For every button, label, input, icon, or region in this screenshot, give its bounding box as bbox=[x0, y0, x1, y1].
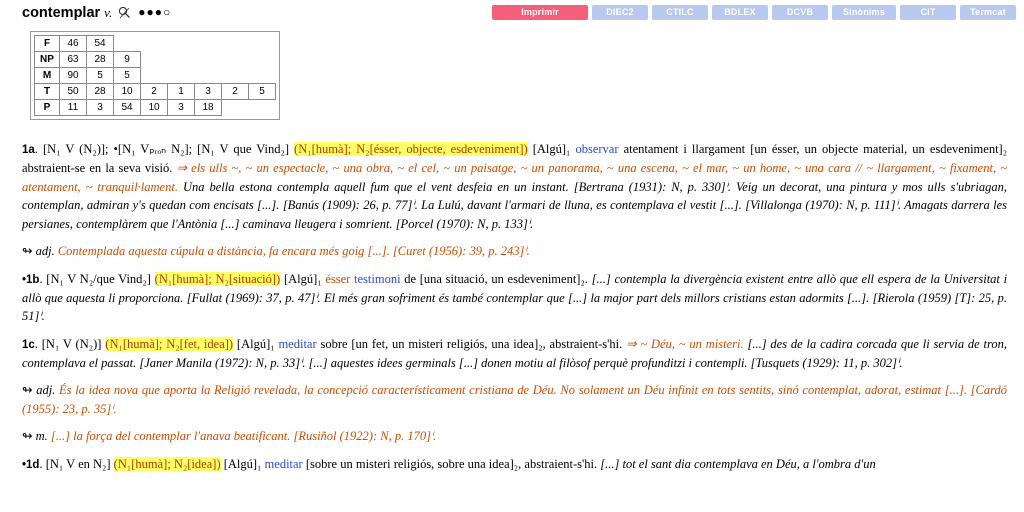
table-cell: 10 bbox=[114, 84, 141, 100]
table-cell: 46 bbox=[60, 36, 87, 52]
sense-frames: [N₁ V N₂/que Vind₂] bbox=[46, 271, 151, 286]
table-cell-empty bbox=[141, 52, 276, 68]
table-cell: 3 bbox=[168, 100, 195, 116]
sense-number: •1b bbox=[22, 273, 40, 286]
sense-number: 1a bbox=[22, 144, 35, 156]
sense-1b: •1b. [N₁ V N₂/que Vind₂] (N₁[humà]; N₂[situació]) [Algú]₁ ésser testimoni de [una situació, un esdeveniment]₂. [...] contempla la divergència existent entre allò que ell espera de la Universitat i allò que aquesta li proporciona. [Fullat (1969): 37, p. 47]ⁱ. El més gran sofriment és també contemplar que [...] la major part dels millors cristians estan adormits [...]. [Rierola (1959) [T]: 25, p. 51]ⁱ. bbox=[22, 271, 1008, 324]
frequency-dots: ●●●○ bbox=[138, 5, 172, 19]
derived-category: m. bbox=[35, 429, 48, 444]
table-cell: 28 bbox=[87, 84, 114, 100]
sense-citations: [...] tot el sant dia contemplava en Déu, a l'ombra d'un bbox=[600, 456, 876, 471]
table-cell: 5 bbox=[87, 68, 114, 84]
row-label: NP bbox=[35, 52, 60, 68]
row-label: P bbox=[35, 100, 60, 116]
table-row bbox=[35, 100, 276, 116]
top-navigation[interactable] bbox=[492, 5, 1016, 20]
sense-frames: [N₁ V (N₂)] bbox=[41, 336, 102, 351]
table-cell: 9 bbox=[114, 52, 141, 68]
derived-category: adj. bbox=[35, 244, 55, 259]
nav-cit[interactable]: CiT bbox=[900, 5, 956, 20]
derived-text: És la idea nova que aporta la Religió revelada, la concepció característicament cristiana de Déu. No solament un Déu infinit en tots sentits, sinó contemplat, adorat, estimat [...]. [Cardó (1955): 23, p. 35]ⁱ. bbox=[22, 383, 1008, 416]
table-cell-empty bbox=[141, 68, 276, 84]
entry-heading bbox=[22, 5, 171, 23]
table-cell: 3 bbox=[87, 100, 114, 116]
table-cell: 5 bbox=[249, 84, 276, 100]
table-cell: 3 bbox=[195, 84, 222, 100]
sense-definition: [sobre un misteri religiós, sobre una idea]₂, abstraient-s'hi. bbox=[305, 456, 598, 471]
row-label: M bbox=[35, 68, 60, 84]
entry-word: contemplar bbox=[22, 5, 101, 21]
table-cell-empty bbox=[222, 100, 276, 116]
table-cell: 50 bbox=[60, 84, 87, 100]
sense-roles: (N₁[humà]; N₂[idea]) bbox=[113, 456, 221, 471]
table-cell: 54 bbox=[114, 100, 141, 116]
derived-noun-1 bbox=[22, 427, 1007, 446]
sense-roles: (N₁[humà]; N₂[ésser, objecte, esdeveniment]) bbox=[294, 142, 528, 156]
sense-citations: Una bella estona contempla aquell fum que el vent desfeia en un instant. [Bertrana (1931): N, p. 330]ⁱ. Veig un decorat, una pintura y mos ulls s'ubriagan, contemplan, admiran y's quedan com encisats [...]. [Banús (1909): 26, p. 77]ⁱ. La Lulú, davant l'armari de lluna, es contemplava el vestit [...]. [Villalonga (1970): N, p. 111]ⁱ. Amagats darrera les persianes, contemplàrem que l'Antònia [...] caminava lleugera i somrient. [Porcel (1970): N, p. 133]ⁱ. bbox=[22, 179, 1008, 231]
print-button[interactable]: Imprimir bbox=[492, 5, 588, 20]
table-cell: 54 bbox=[87, 36, 114, 52]
derived-arrow-icon: ↬ bbox=[22, 244, 33, 259]
sense-verb-italic: ésser bbox=[325, 271, 351, 286]
page-header bbox=[0, 0, 1024, 26]
table-cell: 11 bbox=[60, 100, 87, 116]
table-cell: 2 bbox=[141, 84, 168, 100]
nav-dcvb[interactable]: DCVB bbox=[772, 5, 828, 20]
sense-citations: [...] des de la cadira corcada que li servia de tron, contemplava el passat. [Janer Manila (1972): N, p. 33]ⁱ. [...] aquestes idees germinals [...] donen motiu al filòsof perquè profunditzi i contempli. [Tusquets (1929): 11, p. 302]ⁱ. bbox=[22, 336, 1008, 370]
sense-citations: [...] contempla la divergència existent entre allò que ell espera de la Universitat i allò que aquesta li proporciona. [Fullat (1969): 37, p. 47]ⁱ. El més gran sofriment és també contemplar que [...] la major part dels millors cristians estan adormits [...]. [Rierola (1959) [T]: 25, p. 51]ⁱ. bbox=[22, 271, 1008, 324]
sense-1c: 1c. [N₁ V (N₂)] (N₁[humà]; N₂[fet, idea]) [Algú]₁ meditar sobre [un fet, un misteri religiós, una idea]₂, abstraient-s'hi. ⇒ ~ Déu, ~ un misteri. [...] des de la cadira corcada que li servia de tron, contemplava el passat. [Janer Manila (1972): N, p. 33]ⁱ. [...] aquestes idees germinals [...] donen motiu al filòsof perquè profunditzi i contempli. [Tusquets (1929): 11, p. 302]ⁱ. bbox=[22, 336, 1008, 370]
table-cell: 63 bbox=[60, 52, 87, 68]
sense-number: 1c bbox=[22, 338, 35, 351]
nav-termcat[interactable]: Termcat bbox=[960, 5, 1016, 20]
derived-arrow-icon: ↬ bbox=[22, 383, 33, 398]
derived-text: Contemplada aquesta cúpula a distància, fa encara més goig [...]. [Curet (1956): 39, p. 243]ⁱ. bbox=[57, 244, 530, 259]
sense-definition: atentament i llargament [un ésser, un objecte material, un esdeveniment]₂ abstraient-se en la seva visió. bbox=[22, 142, 1008, 176]
sense-roles: (N₁[humà]; N₂[fet, idea]) bbox=[105, 336, 234, 351]
sense-verb-link[interactable]: testimoni bbox=[354, 271, 401, 286]
table-row bbox=[35, 84, 276, 100]
sense-roles: (N₁[humà]; N₂[situació]) bbox=[154, 271, 281, 286]
sense-verb[interactable]: meditar bbox=[264, 456, 303, 471]
nav-bdlex[interactable]: BDLEX bbox=[712, 5, 768, 20]
derived-arrow-icon: ↬ bbox=[22, 429, 33, 444]
sense-verb[interactable]: meditar bbox=[278, 336, 317, 351]
table-row bbox=[35, 52, 276, 68]
sense-frames: [N₁ V en N₂] bbox=[45, 456, 111, 471]
nav-ctilc[interactable]: CTILC bbox=[652, 5, 708, 20]
nav-diec2[interactable]: DIEC2 bbox=[592, 5, 648, 20]
sense-definition: de [una situació, un esdeveniment]₂. bbox=[404, 271, 588, 286]
row-label: T bbox=[35, 84, 60, 100]
sense-definition: sobre [un fet, un misteri religiós, una idea]₂, abstraient-s'hi. bbox=[320, 336, 623, 351]
derived-category: adj. bbox=[36, 383, 56, 398]
frequency-table bbox=[30, 31, 280, 120]
magnifier-icon[interactable] bbox=[118, 6, 131, 23]
table-cell: 28 bbox=[87, 52, 114, 68]
table-cell: 2 bbox=[222, 84, 249, 100]
table-cell: 5 bbox=[114, 68, 141, 84]
sense-subject: [Algú]₁ bbox=[532, 142, 571, 156]
sense-examples: ⇒ els ulls ~, ~ un espectacle, ~ una obra, ~ el cel, ~ un paisatge, ~ un panorama, ~ una escena, ~ el mar, ~ un home, ~ una cara // ~ llargament, ~ fixament, ~ atentament, ~ tranquil·lament. bbox=[22, 161, 1008, 194]
derived-text: [...] la força del contemplar l'anava beatificant. [Rusiñol (1922): N, p. 170]ⁱ. bbox=[50, 429, 437, 444]
table-cell-empty bbox=[114, 36, 276, 52]
sense-number: •1d bbox=[22, 458, 40, 471]
sense-subject: [Algú]₁ bbox=[223, 456, 262, 471]
nav-sinonims[interactable]: Sinònims bbox=[832, 5, 896, 20]
sense-subject: [Algú]₁ bbox=[283, 271, 322, 286]
table-cell: 90 bbox=[60, 68, 87, 84]
table-row bbox=[35, 68, 276, 84]
derived-adj-1 bbox=[22, 242, 1007, 261]
derived-adj-2 bbox=[22, 381, 1007, 418]
sense-1a: 1a. [N₁ V (N₂)]; •[N₁ Vₚᵣₒₙ N₂]; [N₁ V que Vind₂] (N₁[humà]; N₂[ésser, objecte, esdeveniment]) [Algú]₁ observar atentament i llargament [un ésser, un objecte material, un esdeveniment]₂ abstraient-se en la seva visió. ⇒ els ulls ~, ~ un espectacle, ~ una obra, ~ el cel, ~ un paisatge, ~ un panorama, ~ una escena, ~ el mar, ~ un home, ~ una cara // ~ llargament, ~ fixament, ~ atentament, ~ tranquil·lament. Una bella estona contempla aquell fum que el vent desfeia en un instant. [Bertrana (1931): N, p. 330]ⁱ. Veig un decorat, una pintura y mos ulls s'ubriagan, contemplan, admiran y's quedan com encisats [...]. [Banús (1909): 26, p. 77]ⁱ. La Lulú, davant l'armari de lluna, es contemplava el vestit [...]. [Villalonga (1970): N, p. 111]ⁱ. Amagats darrera les persianes, contemplàrem que l'Antònia [...] caminava lleugera i somrient. [Porcel (1970): N, p. 133]ⁱ. bbox=[22, 142, 1008, 231]
sense-subject: [Algú]₁ bbox=[236, 336, 275, 351]
entry-body bbox=[22, 140, 1007, 483]
entry-pos: v. bbox=[104, 5, 113, 20]
sense-frames: [N₁ V (N₂)]; •[N₁ Vₚᵣₒₙ N₂]; [N₁ V que Vind₂] bbox=[42, 142, 289, 156]
table-cell: 1 bbox=[168, 84, 195, 100]
row-label: F bbox=[35, 36, 60, 52]
sense-1d: •1d. [N₁ V en N₂] (N₁[humà]; N₂[idea]) [Algú]₁ meditar [sobre un misteri religiós, sobre una idea]₂, abstraient-s'hi. [...] tot el sant dia contemplava en Déu, a l'ombra d'un bbox=[22, 456, 876, 471]
sense-verb[interactable]: observar bbox=[575, 142, 619, 156]
table-cell: 18 bbox=[195, 100, 222, 116]
table-cell: 10 bbox=[141, 100, 168, 116]
table-row bbox=[35, 36, 276, 52]
sense-examples: ⇒ ~ Déu, ~ un misteri. bbox=[626, 336, 744, 351]
